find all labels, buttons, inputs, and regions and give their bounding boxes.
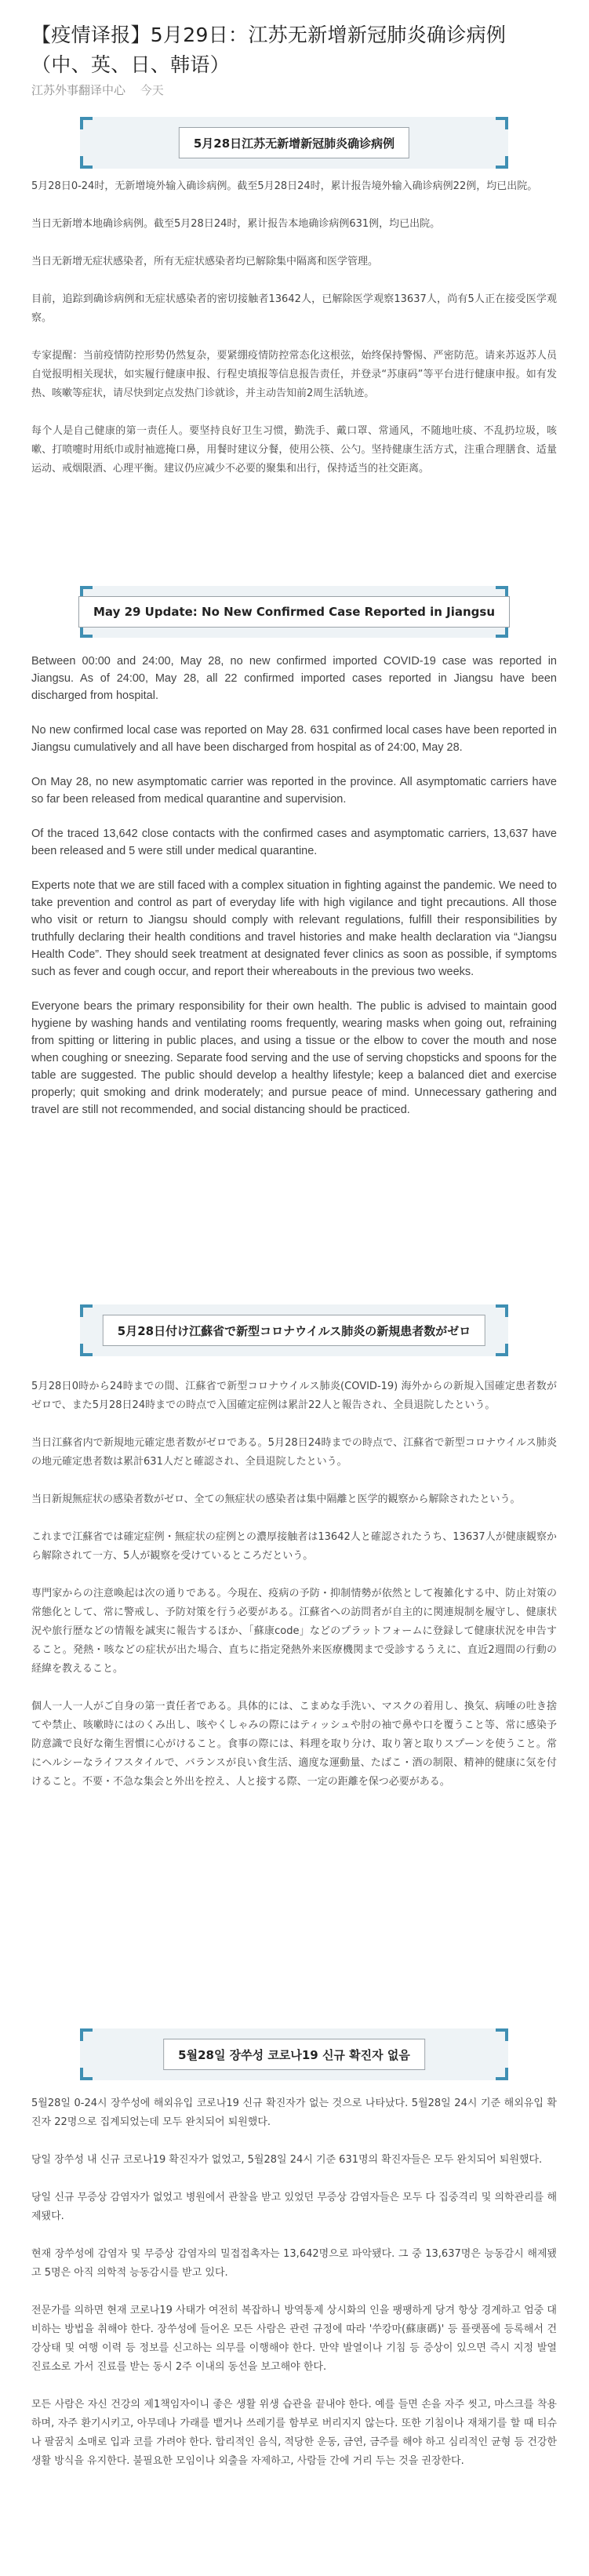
- paragraph: 모든 사람은 자신 건강의 제1책임자이니 좋은 생활 위생 습관을 끝내야 한다. 예를 들면 손을 자주 씻고, 마스크를 착용하며, 자주 환기시키고, 아무데나 가래를 뱉거나 쓰레기를 함부로 버리지지 않는다. 또한 기침이나 재채기를 할 때 티슈나 팔꿈치 소매로 입과 코를 가려야 한다. 합리적인 음식, 적당한 운동, 금연, 금주를 해야 하고 심리적인 균형 등 건강한 생활 방식을 유지한다. 불필요한 모임이나 외출을 자제하고, 사람들 간에 거리 두는 것을 권장한다.: [31, 2399, 557, 2467]
- paragraph: 当日无新增无症状感染者，所有无症状感染者均已解除集中隔离和医学管理。: [31, 256, 379, 267]
- paragraph: 5月28日0時から24時までの間、江蘇省で新型コロナウイルス肺炎(COVID-19) 海外からの新規入国確定患者数がゼロで、また5月28日24時までの時点で入国確定症例は累計22人と報告され、全員退院したという。: [31, 1381, 557, 1411]
- article-meta: [31, 82, 175, 98]
- paragraph: Everyone bears the primary responsibility for their own health. The public is advised to maintain good hygiene by washing hands and ventilating rooms frequently, wearing masks when going out, refraining from spitting or littering in public places, and using a tissue or the elbow to cover the mouth and nose when coughing or sneezing. Separate food serving and the use of serving chopsticks and spoons for the table are suggested. The public should develop a healthy lifestyle; keep a balanced diet and exercise properly; quit smoking and drink moderately; and pursue peace of mind. Unnecessary gathering and travel are still not recommended, and social distancing should be practiced.: [31, 1000, 557, 1116]
- section-body-en: [31, 653, 557, 1136]
- section-title-jp: 5月28日付け江蘇省で新型コロナウイルス肺炎の新規患者数がゼロ: [117, 1323, 471, 1338]
- paragraph: 专家提醒：当前疫情防控形势仍然复杂，要紧绷疫情防控常态化这根弦，始终保持警惕、严密防范。请来苏返苏人员自觉报明相关现状，如实履行健康申报、行程史填报等信息报告责任，并登录“苏康码”等平台进行健康申报。如有发热、咳嗽等症状，请尽快到定点发热门诊就诊，并主动告知前2周生活轨迹。: [31, 350, 557, 399]
- paragraph: 현재 장쑤성에 감염자 및 무증상 감염자의 밀접접촉자는 13,642명으로 파악됐다. 그 중 13,637명은 능동감시 해제됐고 5명은 아직 의학적 능동감시를 받고 있다.: [31, 2248, 557, 2279]
- paragraph: On May 28, no new asymptomatic carrier was reported in the province. All asymptomatic carriers have so far been released from medical quarantine and supervision.: [31, 776, 557, 806]
- paragraph: 当日无新增本地确诊病例。截至5月28日24时，累计报告本地确诊病例631例，均已出院。: [31, 218, 441, 230]
- article-title: 【疫情译报】5月29日：江苏无新增新冠肺炎确诊病例（中、英、日、韩语）: [31, 24, 507, 76]
- paragraph: Of the traced 13,642 close contacts with the confirmed cases and asymptomatic carriers, 13,637 have been released and 5 were still under medical quarantine.: [31, 828, 557, 857]
- paragraph: 5월28일 0-24시 장쑤성에 해외유입 코로나19 신규 확진자가 없는 것으로 나타났다. 5월28일 24시 기준 해외유입 확진자 22명으로 집계되었는데 모두 완치되어 퇴원했다.: [31, 2098, 557, 2128]
- paragraph: 당일 장쑤성 내 신규 코로나19 확진자가 없었고, 5월28일 24시 기준 631명의 확진자들은 모두 완치되어 퇴원했다.: [31, 2154, 543, 2166]
- paragraph: Experts note that we are still faced with a complex situation in fighting against the pandemic. We need to take prevention and control as part of everyday life with high vigilance and tight precautions. All those who visit or return to Jiangsu should comply with relevant regulations, fulfill their responsibilities by truthfully declaring their health conditions and travel histories and make health declaration via “Jiangsu Health Code”. They should seek treatment at designated fever clinics as soon as possible, if symptoms such as fever and cough occur, and report their whereabouts in the previous two weeks.: [31, 879, 557, 978]
- paragraph: 5月28日0-24时，无新增境外输入确诊病例。截至5月28日24时，累计报告境外输入确诊病例22例，均已出院。: [31, 180, 538, 192]
- account-name[interactable]: 江苏外事翻译中心: [31, 83, 126, 97]
- section-banner-zh: [80, 117, 508, 169]
- paragraph: 当日江蘇省内で新規地元確定患者数がゼロである。5月28日24時までの時点で、江蘇省で新型コロナウイルス肺炎の地元確定患者数は累計631人だと確認され、全員退院したという。: [31, 1437, 557, 1468]
- section-body-jp: [31, 1377, 557, 1810]
- paragraph: 目前，追踪到确诊病例和无症状感染者的密切接触者13642人，已解除医学观察13637人，尚有5人正在接受医学观察。: [31, 293, 557, 324]
- section-title-en: May 29 Update: No New Confirmed Case Reported in Jiangsu: [93, 605, 496, 619]
- section-body-zh: [31, 177, 557, 497]
- paragraph: No new confirmed local case was reported on May 28. 631 confirmed local cases have been reported in Jiangsu cumulatively and all have been discharged from hospital as of 24:00, May 28.: [31, 724, 557, 754]
- paragraph: Between 00:00 and 24:00, May 28, no new confirmed imported COVID-19 case was reported in Jiangsu. As of 24:00, May 28, all 22 confirmed imported cases reported in Jiangsu have been discharged from hospital.: [31, 655, 557, 702]
- paragraph: 専門家からの注意喚起は次の通りである。今現在、疫病の予防・抑制情勢が依然として複雑化する中、防止対策の常態化として、常に警戒し、予防対策を行う必要がある。江蘇省への訪問者が自主的に関連規制を履守し、健康状況や旅行歴などの情報を誠実に報告するほか、「蘇康code」などのプラットフォームに登録して健康状況を申告すること。発熱・咳などの症状が出た場合、直ちに指定発熱外来医療機関まで受診するうえに、直近2週間の行動の経緯を教えること。: [31, 1588, 557, 1675]
- section-title-zh: 5月28日江苏无新增新冠肺炎确诊病例: [193, 136, 395, 151]
- section-banner-en: [80, 586, 508, 638]
- paragraph: 個人一人一人がご自身の第一責任者である。具体的には、こまめな手洗い、マスクの着用し、換気、病唾の吐き捨てや禁止、咳嗽時にはのくみ出し、咳やくしゃみの際にはティッシュや肘の袖で鼻や口を覆うこと等、常に感染予防意識で良好な衛生習慣に心がけること。食事の際には、料理を取り分け、取り箸と取りスプーンを使うこと。常にヘルシーなライフスタイルで、バランスが良い食生活、適度な運動量、たばこ・酒の制限、精神的健康に気を付けること。不要・不急な集会と外出を控え、人と接する際、一定の距離を保つ必要がある。: [31, 1701, 557, 1788]
- paragraph: 当日新規無症状の感染者数がゼロ、全ての無症状の感染者は集中隔離と医学的観察から解除されたという。: [31, 1494, 521, 1505]
- section-banner-jp: [80, 1304, 508, 1356]
- paragraph: 전문가를 의하면 현재 코로나19 사태가 여전히 복잡하니 방역통제 상시화의 인을 팽팽하게 당겨 항상 경계하고 엄중 대비하는 방법을 취해야 한다. 장쑤성에 들어온 모든 사람은 관련 규정에 따라 '쑤캉마(蘇康碼)' 등 플랫폼에 등록해서 건강상태 및 여행 이력 등 정보를 신고하는 의무를 이행해야 한다. 만약 발열이나 기침 등 증상이 있으면 즉시 지정 발열 진료소로 가서 진료를 받는 동시 2주 이내의 동선을 보고해야 한다.: [31, 2305, 557, 2373]
- section-banner-ko: [80, 2028, 508, 2080]
- section-body-ko: [31, 2094, 557, 2490]
- paragraph: 每个人是自己健康的第一责任人。要坚持良好卫生习惯，勤洗手、戴口罩、常通风，不随地吐痰、不乱扔垃圾，咳嗽、打喷嚏时用纸巾或肘袖遮掩口鼻，用餐时建议分餐，使用公筷、公勺。坚持健康生活方式，注重合理膳食、适量运动、戒烟限酒、心理平衡。建议仍应减少不必要的聚集和出行，保持适当的社交距离。: [31, 425, 557, 475]
- section-title-ko: 5월28일 장쑤성 코로나19 신규 확진자 없음: [178, 2047, 410, 2062]
- paragraph: 당일 신규 무증상 감염자가 없었고 병원에서 관찰을 받고 있었던 무증상 감염자들은 모두 다 집중격리 및 의학관리를 해제됐다.: [31, 2192, 557, 2222]
- paragraph: これまで江蘇省では確定症例・無症状の症例との濃厚接触者は13642人と確認されたうち、13637人が健康観察から解除されて一方、5人が観察を受けているところだという。: [31, 1531, 557, 1562]
- publish-date: 今天: [140, 83, 164, 97]
